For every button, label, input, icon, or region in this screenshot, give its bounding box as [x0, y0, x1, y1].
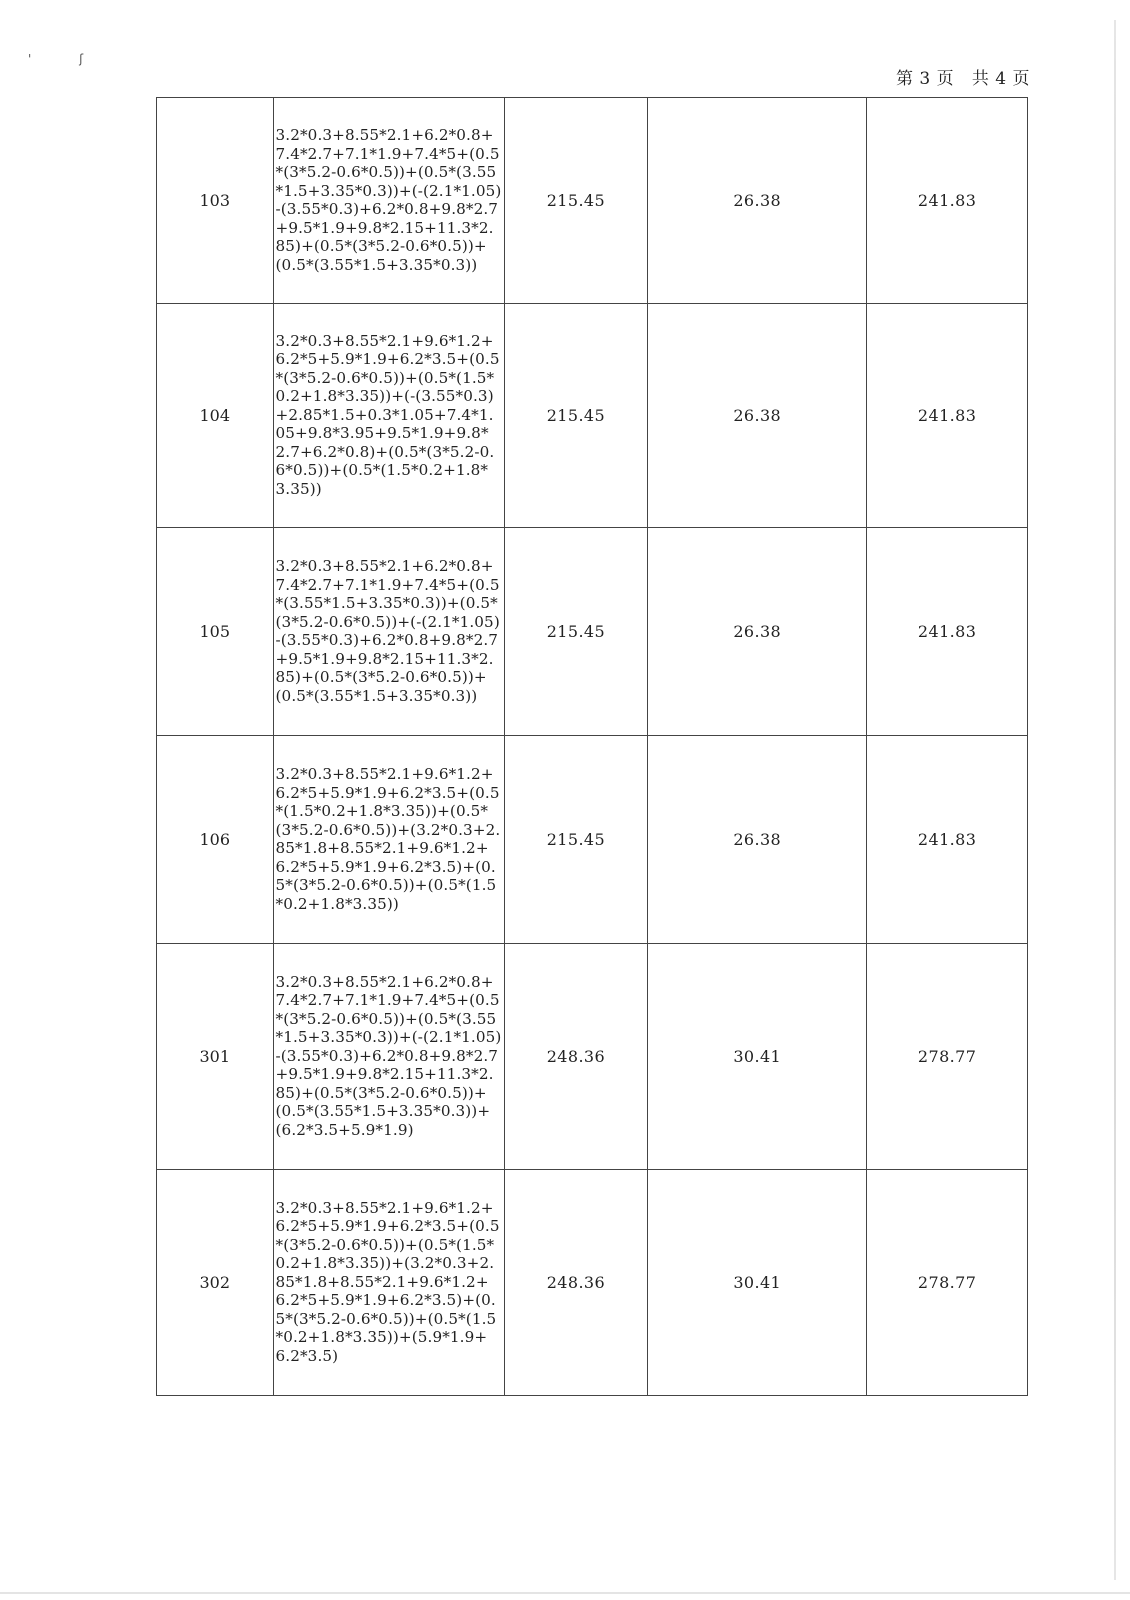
area-calculation-table [156, 97, 1028, 1396]
area-value: 26.38 [648, 528, 867, 736]
area-formula: 3.2*0.3+8.55*2.1+6.2*0.8+7.4*2.7+7.1*1.9+7.4*5+(0.5*(3*5.2-0.6*0.5))+(0.5*(3.55*1.5+3.35*0.3))+(-(2.1*1.05)-(3.55*0.3)+6.2*0.8+9.8*2.7+9.5*1.9+9.8*2.15+11.3*2.85)+(0.5*(3*5.2-0.6*0.5))+(0.5*(3.55*1.5+3.35*0.3)) [273, 98, 504, 304]
area-total: 241.83 [867, 736, 1028, 944]
area-value: 26.38 [648, 304, 867, 528]
scan-marks: ' ʃ [28, 52, 106, 66]
table-row [157, 944, 1028, 1170]
area-formula: 3.2*0.3+8.55*2.1+9.6*1.2+6.2*5+5.9*1.9+6.2*3.5+(0.5*(3*5.2-0.6*0.5))+(0.5*(1.5*0.2+1.8*3.35))+(-(3.55*0.3)+2.85*1.5+0.3*1.05+7.4*1.05+9.8*3.95+9.5*1.9+9.8*2.7+6.2*0.8)+(0.5*(3*5.2-0.6*0.5))+(0.5*(1.5*0.2+1.8*3.35)) [273, 304, 504, 528]
area-value: 215.45 [504, 736, 648, 944]
area-value: 248.36 [504, 944, 648, 1170]
area-total: 278.77 [867, 1170, 1028, 1396]
area-value: 215.45 [504, 304, 648, 528]
area-value: 26.38 [648, 736, 867, 944]
room-number: 106 [157, 736, 274, 944]
table-row [157, 528, 1028, 736]
table-row [157, 736, 1028, 944]
area-total: 241.83 [867, 528, 1028, 736]
area-value: 215.45 [504, 98, 648, 304]
area-value: 215.45 [504, 528, 648, 736]
table-row [157, 1170, 1028, 1396]
area-total: 241.83 [867, 304, 1028, 528]
area-formula: 3.2*0.3+8.55*2.1+9.6*1.2+6.2*5+5.9*1.9+6.2*3.5+(0.5*(3*5.2-0.6*0.5))+(0.5*(1.5*0.2+1.8*3.35))+(3.2*0.3+2.85*1.8+8.55*2.1+9.6*1.2+6.2*5+5.9*1.9+6.2*3.5)+(0.5*(3*5.2-0.6*0.5))+(0.5*(1.5*0.2+1.8*3.35))+(5.9*1.9+6.2*3.5) [273, 1170, 504, 1396]
room-number: 103 [157, 98, 274, 304]
area-formula: 3.2*0.3+8.55*2.1+9.6*1.2+6.2*5+5.9*1.9+6.2*3.5+(0.5*(1.5*0.2+1.8*3.35))+(0.5*(3*5.2-0.6*0.5))+(3.2*0.3+2.85*1.8+8.55*2.1+9.6*1.2+6.2*5+5.9*1.9+6.2*3.5)+(0.5*(3*5.2-0.6*0.5))+(0.5*(1.5*0.2+1.8*3.35)) [273, 736, 504, 944]
area-value: 248.36 [504, 1170, 648, 1396]
room-number: 104 [157, 304, 274, 528]
page-edge [0, 1592, 1130, 1594]
table-row [157, 98, 1028, 304]
room-number: 105 [157, 528, 274, 736]
area-formula: 3.2*0.3+8.55*2.1+6.2*0.8+7.4*2.7+7.1*1.9+7.4*5+(0.5*(3.55*1.5+3.35*0.3))+(0.5*(3*5.2-0.6*0.5))+(-(2.1*1.05)-(3.55*0.3)+6.2*0.8+9.8*2.7+9.5*1.9+9.8*2.15+11.3*2.85)+(0.5*(3*5.2-0.6*0.5))+(0.5*(3.55*1.5+3.35*0.3)) [273, 528, 504, 736]
area-formula: 3.2*0.3+8.55*2.1+6.2*0.8+7.4*2.7+7.1*1.9+7.4*5+(0.5*(3*5.2-0.6*0.5))+(0.5*(3.55*1.5+3.35*0.3))+(-(2.1*1.05)-(3.55*0.3)+6.2*0.8+9.8*2.7+9.5*1.9+9.8*2.15+11.3*2.85)+(0.5*(3*5.2-0.6*0.5))+(0.5*(3.55*1.5+3.35*0.3))+(6.2*3.5+5.9*1.9) [273, 944, 504, 1170]
page-edge [1114, 20, 1116, 1580]
area-total: 278.77 [867, 944, 1028, 1170]
table-row [157, 304, 1028, 528]
area-value: 30.41 [648, 944, 867, 1170]
room-number: 302 [157, 1170, 274, 1396]
area-total: 241.83 [867, 98, 1028, 304]
room-number: 301 [157, 944, 274, 1170]
area-value: 26.38 [648, 98, 867, 304]
page-indicator: 第 3 页 共 4 页 [896, 69, 1030, 89]
area-value: 30.41 [648, 1170, 867, 1396]
